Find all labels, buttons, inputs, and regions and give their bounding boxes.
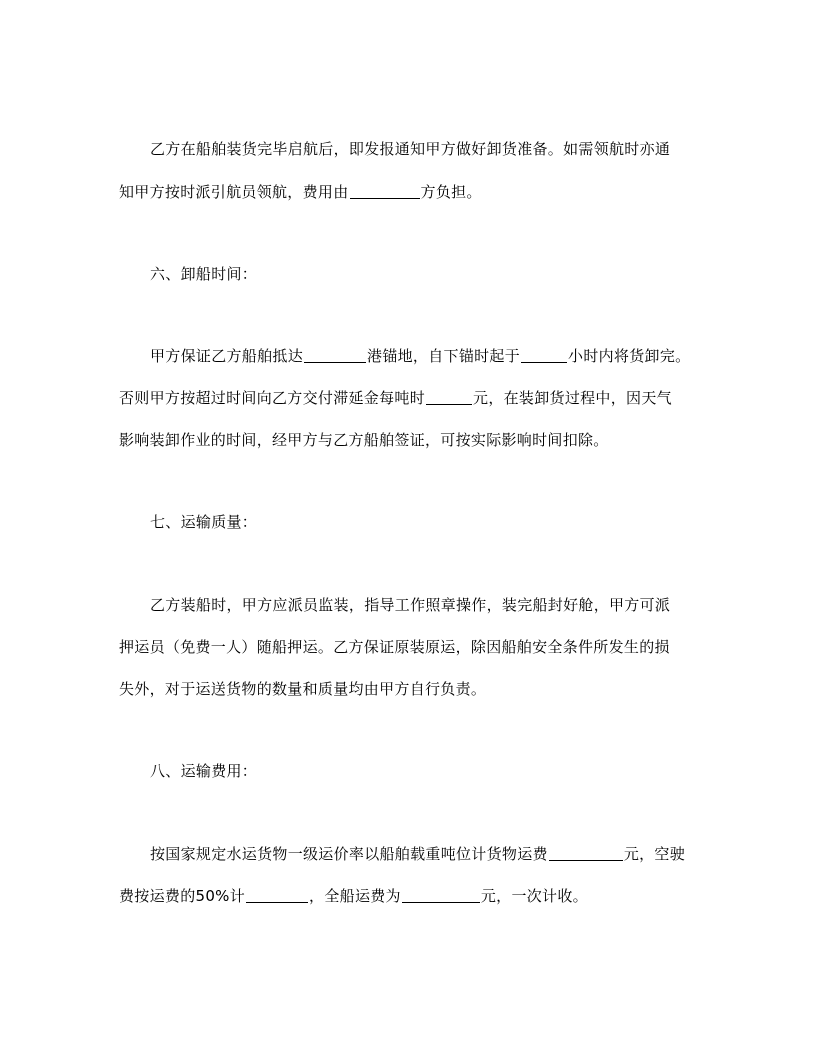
fill-in-blank — [304, 347, 366, 363]
text-span: 小时内将货卸完。 — [568, 347, 691, 365]
text-span: 按国家规定水运货物一级运价率以船舶载重吨位计货物运费 — [150, 845, 548, 863]
section-heading-8 — [150, 761, 257, 781]
heading-text: 八、运输费用： — [150, 762, 258, 780]
heading-text: 七、运输质量： — [150, 513, 258, 531]
text-span: 元，一次计收。 — [480, 887, 588, 905]
paragraph-4-line-2 — [119, 886, 588, 906]
paragraph-2-line-3 — [119, 430, 609, 450]
heading-text: 六、卸船时间： — [150, 265, 258, 283]
fill-in-blank — [521, 347, 567, 363]
fill-in-blank — [402, 887, 480, 903]
text-span: 方负担。 — [420, 183, 482, 201]
paragraph-3-line-2 — [119, 637, 670, 657]
text-span: 否则甲方按超过时间向乙方交付滞延金每吨时 — [119, 389, 426, 407]
paragraph-1-line-2 — [119, 182, 482, 202]
paragraph-3-line-1 — [150, 595, 670, 615]
text-span: 乙方装船时，甲方应派员监装，指导工作照章操作，装完船封好舱，甲方可派 — [150, 596, 671, 614]
fill-in-blank — [246, 887, 308, 903]
text-span: 元，在装卸货过程中，因天气 — [473, 389, 672, 407]
paragraph-1-line-1 — [150, 139, 670, 159]
text-span: 元，空驶 — [623, 845, 686, 863]
paragraph-2-line-1 — [150, 346, 690, 366]
fill-in-blank — [426, 389, 472, 405]
text-span: ，全船运费为 — [309, 887, 401, 905]
text-span: 影响装卸作业的时间，经甲方与乙方船舶签证，可按实际影响时间扣除。 — [119, 431, 609, 449]
paragraph-3-line-3 — [119, 679, 486, 699]
fill-in-blank — [350, 183, 420, 199]
text-span: 费按运费的50%计 — [119, 887, 246, 905]
text-span: 港锚地，自下锚时起于 — [367, 347, 521, 365]
text-span: 押运员（免费一人）随船押运。乙方保证原装原运，除因船舶安全条件所发生的损 — [119, 638, 670, 656]
section-heading-7 — [150, 512, 257, 532]
paragraph-4-line-1 — [150, 844, 685, 864]
text-span: 知甲方按时派引航员领航，费用由 — [119, 183, 349, 201]
fill-in-blank — [549, 845, 623, 861]
section-heading-6 — [150, 264, 257, 284]
paragraph-2-line-2 — [119, 388, 672, 408]
text-span: 甲方保证乙方船舶抵达 — [150, 347, 304, 365]
text-span: 乙方在船舶装货完毕启航后，即发报通知甲方做好卸货准备。如需领航时亦通 — [150, 140, 671, 158]
text-span: 失外，对于运送货物的数量和质量均由甲方自行负责。 — [119, 680, 487, 698]
